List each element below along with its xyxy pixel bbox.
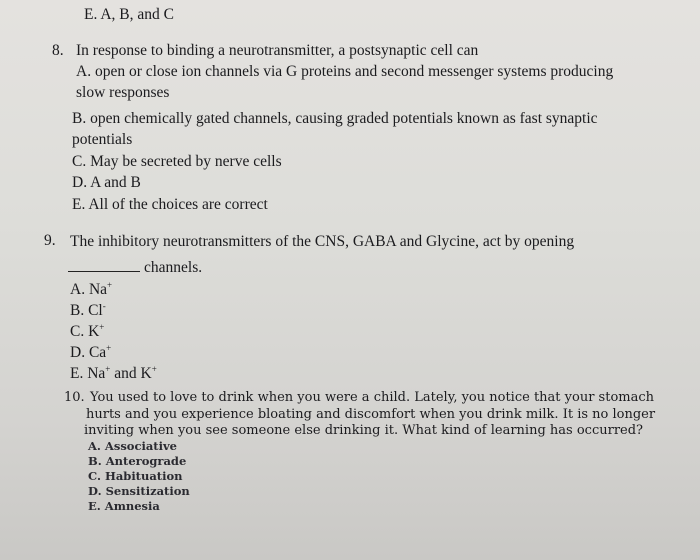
- q9-option-d: D. Ca+: [70, 342, 112, 361]
- answer-blank: [68, 258, 140, 272]
- q10-line-2: hurts and you experience bloating and discomfort when you drink milk. It is no longer: [86, 407, 656, 422]
- q8-stem: In response to binding a neurotransmitter, a postsynaptic cell can: [76, 42, 479, 59]
- q10-option-c: C. Habituation: [88, 469, 183, 483]
- q9-option-e: E. Na+ and K+: [70, 363, 157, 382]
- q9-option-a: A. Na+: [70, 279, 113, 298]
- q10-option-d: D. Sensitization: [88, 484, 190, 498]
- q10-number: 10.: [64, 390, 85, 405]
- q9-stem: The inhibitory neurotransmitters of the CNS, GABA and Glycine, act by opening: [70, 233, 575, 250]
- q8-option-a-cont: slow responses: [76, 84, 170, 101]
- q10-option-e: E. Amnesia: [88, 499, 160, 513]
- q9-stem-word: channels.: [144, 259, 203, 276]
- q10-option-a: A. Associative: [88, 439, 177, 453]
- q9-number: 9.: [44, 232, 56, 249]
- q8-option-a: A. open or close ion channels via G proteins and second messenger systems producing: [76, 63, 614, 80]
- q10-line-3: inviting when you see someone else drinking it. What kind of learning has occurred?: [84, 423, 644, 438]
- prev-option-e: E. A, B, and C: [84, 6, 174, 23]
- q8-option-b-cont: potentials: [72, 131, 133, 148]
- q10-option-b: B. Anterograde: [88, 454, 187, 468]
- q8-number: 8.: [52, 42, 64, 59]
- q10-line-1: You used to love to drink when you were a child. Lately, you notice that your stomach: [90, 390, 654, 405]
- q8-option-d: D. A and B: [72, 174, 141, 191]
- q8-option-c: C. May be secreted by nerve cells: [72, 153, 282, 170]
- q9-option-c: C. K+: [70, 321, 105, 340]
- q8-option-b: B. open chemically gated channels, causing graded potentials known as fast synaptic: [72, 110, 598, 127]
- q8-option-e: E. All of the choices are correct: [72, 196, 268, 213]
- q9-stem-cont: [68, 258, 202, 277]
- q9-option-b: B. Cl-: [70, 300, 106, 319]
